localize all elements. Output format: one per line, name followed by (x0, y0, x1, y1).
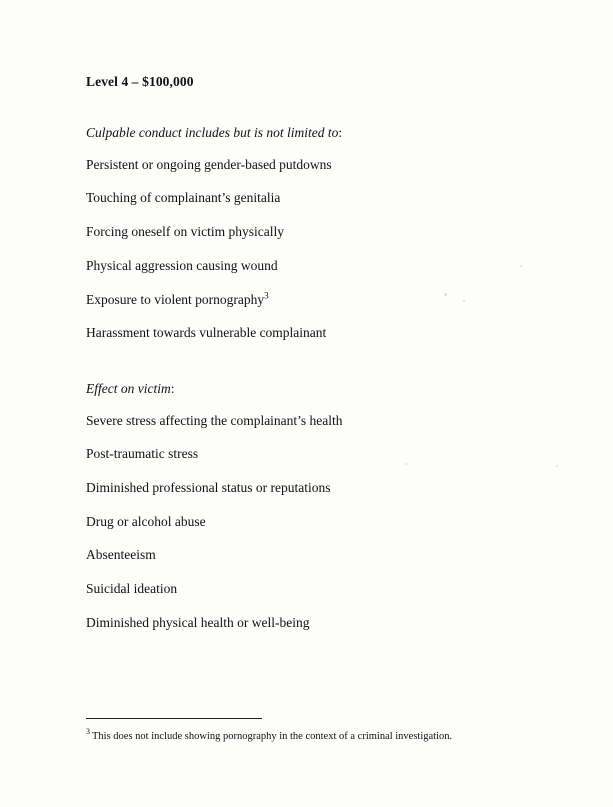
scan-artifact (556, 465, 558, 467)
list-item: Exposure to violent pornography$^3$ (86, 290, 269, 307)
section-label-effect-on-victim: Effect on victim: (86, 381, 175, 397)
list-item: Diminished professional status or reputations (86, 480, 331, 496)
list-item: Diminished physical health or well-being (86, 614, 310, 630)
footnote-reference: 3 (264, 290, 269, 301)
list-item: Touching of complainant’s genitalia (86, 190, 281, 206)
footnote-text: $^3$ This does not include showing pornography in the context of a criminal investigation. (86, 727, 453, 742)
footnote-separator (86, 718, 262, 719)
list-item: Harassment towards vulnerable complainant (86, 325, 327, 341)
list-item: Suicidal ideation (86, 581, 178, 597)
document-body (86, 74, 536, 648)
footnote-area (86, 718, 538, 754)
section-label-culpable-conduct: Culpable conduct includes but is not limited to: (86, 125, 343, 141)
list-item: Forcing oneself on victim physically (86, 224, 284, 240)
footnote-marker: 3 (86, 727, 90, 736)
list-item: Physical aggression causing wound (86, 257, 278, 273)
list-item: Absenteeism (86, 547, 156, 563)
section-spacer (86, 358, 536, 380)
list-item: Post-traumatic stress (86, 446, 199, 462)
list-item: Severe stress affecting the complainant’s health (86, 412, 343, 428)
list-item: Persistent or ongoing gender-based putdowns (86, 156, 332, 172)
list-item: Drug or alcohol abuse (86, 513, 206, 529)
page-title: Level 4 – $100,000 (86, 74, 194, 89)
